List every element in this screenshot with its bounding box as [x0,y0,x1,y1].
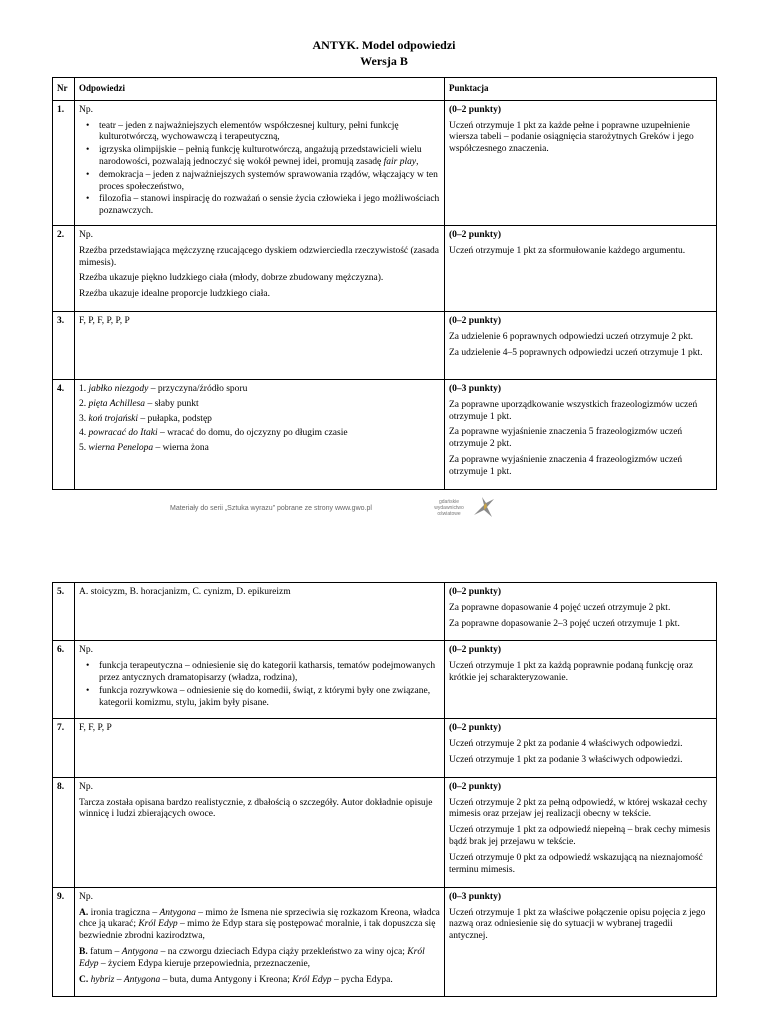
idiom-term: koń trojański [88,413,139,424]
list-item [79,428,440,440]
list-item [79,399,440,411]
answer-cell [75,100,445,225]
scoring-rule: Uczeń otrzymuje 1 pkt za podanie 3 właściwych odpowiedzi. [449,754,683,765]
publisher-logo [430,493,500,523]
list-item-text: igrzyska olimpijskie – pełnią funkcję kulturotwórczą, angażują przedstawicieli wielu narodowości, pozwalają jednoczyć się wokół pewnej idei, promują zasadę [99,145,422,167]
item-letter: B. [79,946,88,957]
answer-cell [75,641,445,719]
italic-title: Antygona [159,907,196,918]
answer-intro: Np. [79,781,93,792]
text-run: fatum – [90,946,120,957]
table-row [53,887,717,997]
list-item [79,443,440,455]
scoring-cell [445,583,717,641]
answer-paragraph: Rzeźba ukazuje piękno ludzkiego ciała (młody, dobrze zbudowany mężczyzna). [79,273,384,284]
scoring-cell [445,641,717,719]
answer-cell [75,777,445,887]
answers-table-part-2 [52,582,717,997]
points-range: (0–3 punkty) [449,383,501,394]
table-header-row [53,78,717,101]
table-row [53,379,717,489]
scoring-rule: Uczeń otrzymuje 1 pkt za właściwe połączenie opisu pojęcia z jego nazwą oraz odniesienie się do sytuacji w wybranej tragedii antycznej. [449,907,706,942]
scoring-rule: Za poprawne dopasowanie 2–3 pojęć uczeń otrzymuje 1 pkt. [449,618,680,629]
row-number: 1. [53,100,75,225]
idiom-term: powracać do Itaki [88,428,158,439]
item-number: 4. [79,428,87,439]
table-row [53,583,717,641]
list-item: • igrzyska olimpijskie – pełnią funkcję kulturotwórczą, angażują przedstawicieli wielu narodowości, pozwalają jednoczyć się wokół pewnej idei, promują zasadę fair play, [99,145,440,169]
column-header-scoring: Punktacja [445,78,717,101]
list-item: • teatr – jeden z najważniejszych elementów współczesnej kultury, pełni funkcję kulturotwórczą, wychowawczą i terapeutyczną, [99,121,440,145]
italic-term: hybriz [90,974,115,985]
italic-title: Król Edyp [138,919,178,930]
italic-term: fair play [383,156,417,167]
scoring-cell [445,311,717,379]
list-item [79,414,440,426]
answer-paragraph-b [79,947,440,971]
answers-table-part-1 [52,77,717,490]
answer-bullet-list [79,661,440,709]
idiom-term: jabłko niezgody [88,383,149,394]
scoring-cell [445,777,717,887]
scoring-rule: Za udzielenie 6 poprawnych odpowiedzi uczeń otrzymuje 2 pkt. [449,331,694,342]
item-number: 3. [79,413,87,424]
italic-title: Król Edyp [292,974,332,985]
answer-paragraph-a [79,908,440,943]
list-item: • funkcja terapeutyczna – odniesienie się do kategorii katharsis, tematów podejmowanych przez antycznych dramatopisarzy (władza, rodzina), [99,661,440,685]
scoring-cell [445,887,717,997]
text-run: – pycha Edypa. [333,974,393,985]
page-subtitle: Wersja B [360,54,408,68]
italic-title: Antygona [121,946,159,957]
page-title: ANTYK. Model odpowiedzi [312,38,456,52]
points-range: (0–2 punkty) [449,781,501,792]
scoring-cell [445,100,717,225]
answer-cell [75,887,445,997]
idiom-meaning: – przyczyna/źródło sporu [150,383,248,394]
table-row [53,311,717,379]
points-range: (0–2 punkty) [449,587,501,597]
text-run: – buta, duma Antygony i Kreona; [162,974,290,985]
idiom-meaning: – wierna żona [155,443,209,454]
scoring-cell [445,379,717,489]
points-range: (0–3 punkty) [449,891,501,902]
scoring-rule: Za poprawne wyjaśnienie znaczenia 4 frazeologizmów uczeń otrzymuje 1 pkt. [449,454,683,477]
text-run: – [116,974,122,985]
answer-intro: Np. [79,104,93,115]
logo-line: wydawnictwo [434,505,464,511]
text-run: – życiem Edypa kieruje przepowiednia, przeznaczenie, [100,958,311,969]
text-run: – mimo że Edyp stara się postępować moralnie, i tak dopuszcza się bezwiednie zbrodni kazirodztwa, [79,919,436,942]
scoring-rule: Uczeń otrzymuje 0 pkt za odpowiedź wskazującą na nieznajomość terminu mimesis. [449,852,703,875]
answer-bullet-list [79,121,440,218]
answer-text: F, F, P, P [79,723,112,734]
answer-cell [75,225,445,311]
answer-cell [75,311,445,379]
italic-title: Antygona [123,974,161,985]
column-header-nr: Nr [53,78,75,101]
item-number: 5. [79,443,87,454]
scoring-rule: Uczeń otrzymuje 1 pkt za sformułowanie każdego argumentu. [449,245,686,256]
points-range: (0–2 punkty) [449,229,501,240]
points-range: (0–2 punkty) [449,723,501,734]
text-run: – mimo że Ismena nie sprzeciwia się rozkazom Kreona, władca chce ją ukarać; [79,907,440,930]
item-number: 2. [79,398,87,409]
item-letter: A. [79,907,89,918]
idiom-meaning: – słaby punkt [147,398,199,409]
logo-figure-icon [470,493,498,521]
text-run: – na czworgu dzieciach Edypa ciąży przekleństwo za winy ojca; [160,946,405,957]
italic-title: Król Edyp [79,946,425,969]
row-number: 6. [53,641,75,719]
list-item: • demokracja – jeden z najważniejszych systemów sprawowania rządów, włączający w ten proces społeczeństwo, [99,170,440,194]
answer-cell [75,379,445,489]
answer-paragraph-c [79,975,440,987]
answer-intro: Np. [79,645,93,656]
table-row [53,225,717,311]
row-number: 9. [53,887,75,997]
scoring-rule: Uczeń otrzymuje 1 pkt za odpowiedź niepełną – brak cechy mimesis bądź brak jej przejawu w tekście. [449,825,711,847]
table-row [53,777,717,887]
row-number: 8. [53,777,75,887]
scoring-rule: Uczeń otrzymuje 2 pkt za pełną odpowiedź, w której wskazał cechy mimesis oraz przejaw jej realizacji obecny w tekście. [449,797,708,820]
row-number: 2. [53,225,75,311]
item-letter: C. [79,974,89,985]
list-item [79,384,440,396]
scoring-rule: Uczeń otrzymuje 1 pkt za każdą poprawnie podaną funkcję oraz krótkie jej scharakteryzowanie. [449,661,693,683]
answer-paragraph: Rzeźba przedstawiająca mężczyznę rzucającego dyskiem odzwierciedla rzeczywistość (zasada mimesis). [79,245,439,268]
scoring-rule: Za udzielenie 4–5 poprawnych odpowiedzi uczeń otrzymuje 1 pkt. [449,347,703,358]
row-number: 4. [53,379,75,489]
idiom-term: wierna Penelopa [88,443,154,454]
scoring-rule: Za poprawne dopasowanie 4 pojęć uczeń otrzymuje 2 pkt. [449,602,671,613]
row-number: 3. [53,311,75,379]
row-number: 5. [53,583,75,641]
list-item: • funkcja rozrywkowa – odniesienie się do komedii, świąt, z którymi były one związane, kategorii komizmu, stylu, jakim były pisane. [99,686,440,710]
logo-line: oświatowe [437,511,461,517]
scoring-rule: Za poprawne wyjaśnienie znaczenia 5 frazeologizmów uczeń otrzymuje 2 pkt. [449,427,683,450]
points-range: (0–2 punkty) [449,645,501,656]
answer-paragraph: Rzeźba ukazuje idealne proporcje ludzkiego ciała. [79,289,270,300]
idiom-list [79,384,440,455]
points-range: (0–2 punkty) [449,315,501,326]
answer-cell [75,719,445,777]
footer-source-note: Materiały do serii „Sztuka wyrazu” pobrane ze strony www.gwo.pl [170,505,372,512]
item-number: 1. [79,383,87,394]
scoring-cell [445,225,717,311]
answer-intro: Np. [79,891,93,902]
logo-text [430,499,468,517]
idiom-meaning: – wracać do domu, do ojczyzny po długim czasie [160,428,348,439]
scoring-rule: Uczeń otrzymuje 2 pkt za podanie 4 właściwych odpowiedzi. [449,739,683,750]
column-header-answers: Odpowiedzi [75,78,445,101]
scoring-rule: Uczeń otrzymuje 1 pkt za każde pełne i poprawne uzupełnienie wiersza tabeli – podanie osiągnięcia starożytnych Greków i jego współczesnego znaczenia. [449,120,694,155]
row-number: 7. [53,719,75,777]
idiom-meaning: – pułapka, podstęp [140,413,212,424]
answer-text: F, P, F, P, P, P [79,315,130,326]
answer-cell [75,583,445,641]
scoring-rule: Za poprawne uporządkowanie wszystkich frazeologizmów uczeń otrzymuje 1 pkt. [449,399,698,422]
list-item: • filozofia – stanowi inspirację do rozważań o sensie życia człowieka i jego możliwościach poznawczych. [99,194,440,218]
text-run: ironia tragiczna – [90,907,158,918]
table-row [53,641,717,719]
points-range: (0–2 punkty) [449,104,501,115]
logo-line: gdańskie [438,499,459,505]
table-row [53,100,717,225]
answer-paragraph: Tarcza została opisana bardzo realistycznie, z dbałością o szczegóły. Autor dokładnie opisuje winnicę i ludzi zbierających owoce. [79,797,433,820]
idiom-term: pięta Achillesa [88,398,146,409]
scoring-cell [445,719,717,777]
answer-intro: Np. [79,229,93,240]
answer-text: A. stoicyzm, B. horacjanizm, C. cynizm, D. epikureizm [79,587,291,597]
table-row [53,719,717,777]
